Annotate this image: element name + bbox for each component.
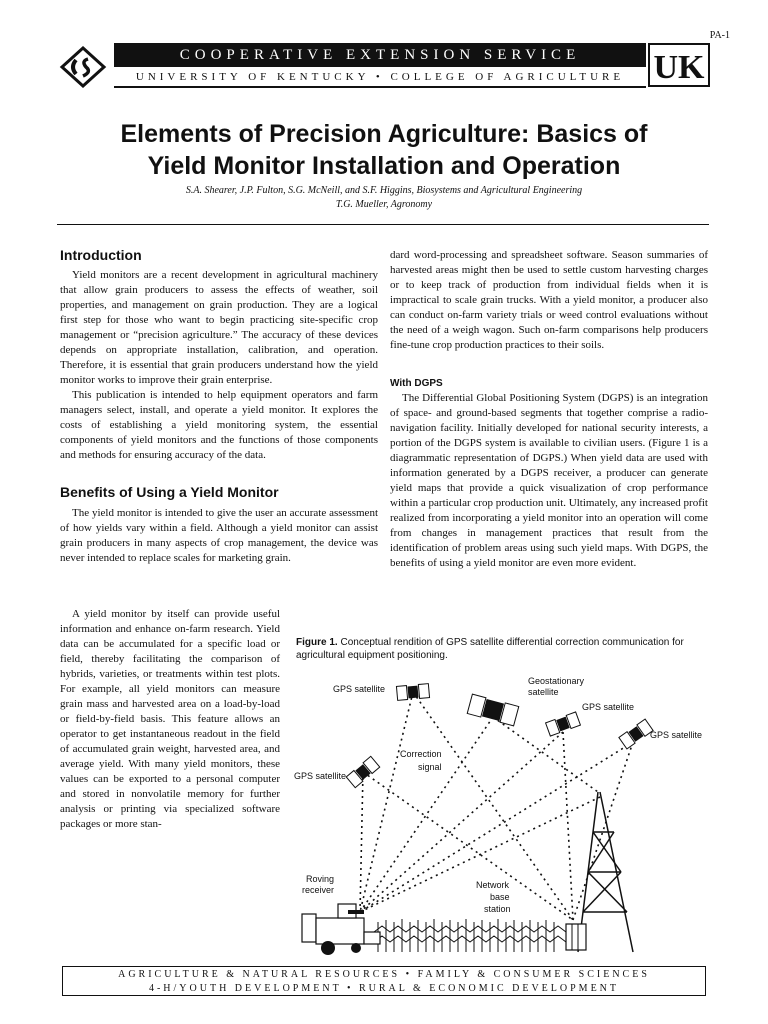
label-gps-satellite-2: GPS satellite (294, 771, 347, 781)
gps-satellite-icon (619, 719, 653, 749)
label-geostationary-2: satellite (528, 687, 559, 697)
label-gps-satellite-3: GPS satellite (582, 702, 635, 712)
label-geostationary-1: Geostationary (528, 676, 585, 686)
footer-line-1: AGRICULTURE & NATURAL RESOURCES • FAMILY & CONSUMER SCIENCES (118, 969, 650, 980)
corn-field-icon (374, 919, 566, 952)
combine-harvester-icon (302, 904, 380, 955)
authors (40, 184, 728, 212)
authors-line-2: T.G. Mueller, Agronomy (335, 199, 433, 210)
footer-line-2: 4-H/YOUTH DEVELOPMENT • RURAL & ECONOMIC DEVELOPMENT (148, 983, 620, 994)
label-roving-2: receiver (302, 885, 335, 895)
footer-program-areas (62, 966, 706, 996)
authors-line-1: S.A. Shearer, J.P. Fulton, S.G. McNeill, and S.F. Higgins, Biosystems and Agricultural Engineering (185, 185, 583, 196)
title-line-1: Elements of Precision Agriculture: Basics of (120, 120, 648, 148)
label-network-1: Network (476, 880, 510, 890)
intro-paragraph-2: This publication is intended to help equipment operators and farm managers select, install, and operate a yield monitor. It explores the costs of establishing a yield monitoring system, the essential components of yield monitors and the functions of those components and methods for ensuring accuracy of the data. (60, 389, 378, 461)
geostationary-satellite-icon (467, 694, 519, 726)
label-gps-satellite-1: GPS satellite (333, 684, 386, 694)
dgps-paragraph: The Differential Global Positioning System (DGPS) is an integration of space- and ground-based segments that together comprise a radio-navigation facility. Initially developed for national security interests, a portion of the DGPS system is available to civilian users. (Figure 1 is a diagrammatic representation of DGPS.) When yield data are used with information generated by a DGPS receiver, a producer can generate yield maps that provide a quick visualization of crop performance within a particular crop production unit. Ultimately, any increased profit realized from incorporating a yield monitor into an operation will come from changes in management practices that result from the identification of problem areas using such yield maps. With DGPS, the benefits of using a yield monitor are even more evident. (390, 392, 708, 569)
gps-satellite-icon (346, 756, 380, 787)
benefits-paragraph-1: The yield monitor is intended to give the user an accurate assessment of how yields vary within a field. Although a yield monitor can assist grain producers in many aspects of crop management, the device was never intended to replace scales for marketing grain. (60, 507, 378, 564)
column-left (60, 246, 378, 566)
figure-caption-text: Conceptual rendition of GPS satellite differential correction communication for agricultural equipment positioning. (296, 637, 684, 661)
base-station-icon (566, 924, 586, 950)
label-network-3: station (484, 904, 511, 914)
uk-logo-text: UK (653, 49, 705, 86)
column-right (390, 248, 708, 571)
label-correction-1: Correction (400, 749, 442, 759)
label-network-2: base (490, 892, 510, 902)
gps-satellite-icon (396, 684, 429, 701)
benefits-continued: dard word-processing and spreadsheet software. Season summaries of harvested areas might then be used to settle custom harvesting charges or to keep track of production from individual fields when it is impractical to scale grain trucks. With a yield monitor, a producer also can conduct on-farm variety trials or weed control evaluations without the need of a weigh wagon. Such on-farm comparisons help producers fine-tune crop production practices to their soils. (390, 249, 708, 351)
dgps-diagram (288, 662, 716, 962)
label-gps-satellite-4: GPS satellite (650, 730, 703, 740)
benefits-paragraph-2: A yield monitor by itself can provide useful information and enhance on-farm research. Yield data can be accumulated for a specific load or field, thereby facilitating the comparison of hybrids, varieties, or treatments within test plots. For example, all yield monitors can measure grain mass and harvested area on a load-by-load or field-by-field basis. This feature allows an operator to get instantaneous readout in the field of accumulated grain weight, harvested area, and average yield. With many yield monitors, these values can be exported to a personal computer and stored in nonvolatile memory for further analysis or printing via specialized software packages or more stan- (60, 608, 280, 830)
ces-logo-icon (58, 46, 108, 88)
label-correction-2: signal (418, 762, 442, 772)
figure-label: Figure 1. (296, 637, 338, 648)
figure-caption (296, 636, 706, 662)
document-code: PA-1 (709, 30, 730, 41)
column-left-narrow (60, 607, 280, 832)
title-line-2: Yield Monitor Installation and Operation (147, 152, 621, 180)
uk-logo-icon (648, 43, 710, 87)
benefits-heading: Benefits of Using a Yield Monitor (60, 484, 279, 500)
university-line: UNIVERSITY OF KENTUCKY • COLLEGE OF AGRICULTURE (114, 68, 646, 88)
introduction-heading: Introduction (60, 247, 142, 263)
extension-service-banner: COOPERATIVE EXTENSION SERVICE (114, 43, 646, 67)
label-roving-1: Roving (306, 874, 335, 884)
page-title (40, 118, 728, 182)
title-divider (57, 224, 709, 225)
dgps-heading: With DGPS (390, 378, 443, 389)
intro-paragraph-1: Yield monitors are a recent development in agricultural machinery that allow grain producers to assess the effects of weather, soil properties, and management on grain production. They are a logical first step for those who want to begin practicing site-specific crop management or “precision agriculture.” The accuracy of these devices depends on appropriate installation, calibration, and operation. Therefore, it is essential that grain producers understand how the yield monitor works to improve their grain enterprise. (60, 269, 378, 386)
